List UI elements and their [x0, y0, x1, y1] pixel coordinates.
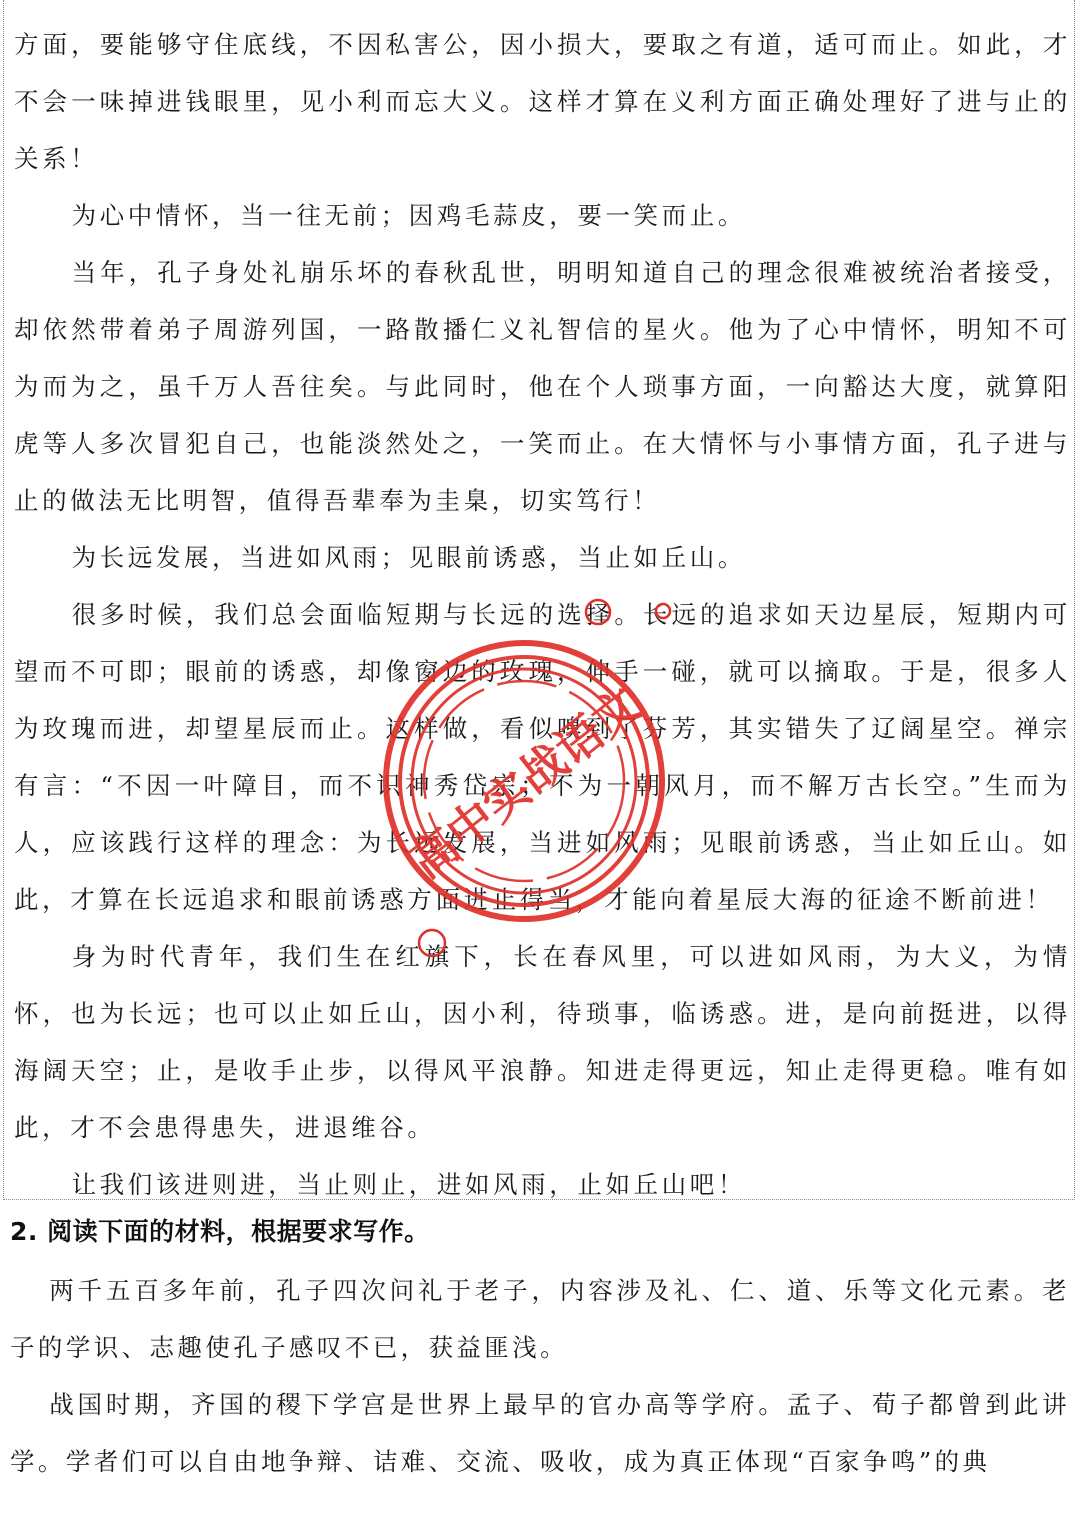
essay-paragraph-2: 为心中情怀，当一往无前；因鸡毛蒜皮，要一笑而止。 [71, 201, 746, 230]
material-paragraph-1: 两千五百多年前，孔子四次问礼于老子，内容涉及礼、仁、道、乐等文化元素。老子的学识、志趣使孔子感叹不已，获益匪浅。 [10, 1276, 1070, 1362]
essay-paragraph-3: 当年，孔子身处礼崩乐坏的春秋乱世，明明知道自己的理念很难被统治者接受，却依然带着弟子周游列国，一路散播仁义礼智信的星火。他为了心中情怀，明知不可为而为之，虽千万人吾往矣。与此同时，他在个人琐事方面，一向豁达大度，就算阳虎等人多次冒犯自己，也能淡然处之，一笑而止。在大情怀与小事情方面，孔子进与止的做法无比明智，值得吾辈奉为圭臬，切实笃行！ [14, 258, 1071, 515]
material-paragraph-2: 战国时期，齐国的稷下学宫是世界上最早的官办高等学府。孟子、荀子都曾到此讲学。学者们可以自由地争辩、诘难、交流、吸收，成为真正体现“百家争鸣”的典 [10, 1390, 1070, 1476]
essay-paragraph-4: 为长远发展，当进如风雨；见眼前诱惑，当止如丘山。 [71, 543, 746, 572]
essay-paragraph-6: 身为时代青年，我们生在红旗下，长在春风里，可以进如风雨，为大义，为情怀，也为长远；也可以止如丘山，因小利，待琐事，临诱惑。进，是向前挺进，以得海阔天空；止，是收手止步，以得风平浪静。知进走得更远，知止走得更稳。唯有如此，才不会患得患失，进退维谷。 [14, 942, 1071, 1142]
essay-body [14, 16, 1071, 1213]
essay-frame [3, 0, 1075, 1200]
essay-paragraph-7: 让我们该进则进，当止则止，进如风雨，止如丘山吧！ [71, 1170, 746, 1199]
question-title: 2. 阅读下面的材料，根据要求写作。 [10, 1217, 430, 1246]
stamp-text: 高中实战语文 [399, 676, 651, 889]
essay-paragraph-1: 方面，要能够守住底线，不因私害公，因小损大，要取之有道，适可而止。如此，才不会一味掉进钱眼里，见小利而忘大义。这样才算在义利方面正确处理好了进与止的关系！ [14, 30, 1071, 173]
essay-paragraph-5: 很多时候，我们总会面临短期与长远的选择。长远的追求如天边星辰，短期内可望而不可即；眼前的诱惑，却像窗边的玫瑰，伸手一碰，就可以摘取。于是，很多人为玫瑰而进，却望星辰而止。这样做，看似嗅到了芬芳，其实错失了辽阔星空。禅宗有言：“不因一叶障目，而不识神秀岱宗；不为一朝风月，而不解万古长空。”生而为人，应该践行这样的理念：为长远发展，当进如风雨；见眼前诱惑，当止如丘山。如此，才算在长远追求和眼前诱惑方面进止得当，才能向着星辰大海的征途不断前进！ [14, 600, 1071, 914]
material-body [10, 1262, 1070, 1490]
